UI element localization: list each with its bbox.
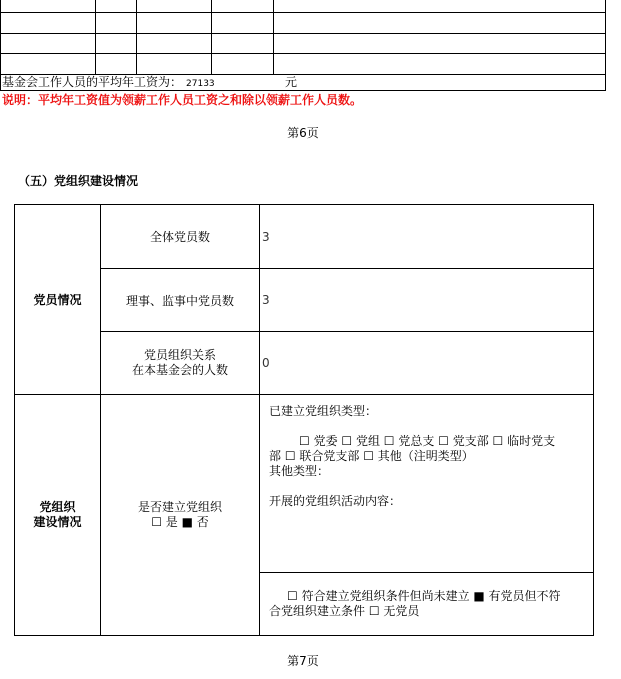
not-established-cell (259, 572, 593, 635)
average-salary-unit: 元 (285, 75, 298, 89)
type-options-line: 部 ☐ 联合党支部 ☐ 其他（注明类型） (269, 449, 474, 463)
other-type-label: 其他类型： (269, 464, 330, 478)
party-organization-table (14, 204, 594, 636)
member-row-label: 理事、监事中党员数 (100, 268, 259, 331)
average-salary-value: 27133 (186, 79, 215, 89)
page-number-7: 第7页 (287, 654, 319, 668)
member-row-label: 全体党员数 (100, 205, 259, 268)
establish-question (100, 394, 259, 635)
org-type-cell (259, 394, 593, 572)
establish-answer-options: ☐ 是 ■ 否 (151, 515, 209, 529)
member-row-value: 3 (259, 205, 593, 268)
average-salary-label: 基金会工作人员的平均年工资为： (2, 75, 183, 89)
member-row-value: 3 (259, 268, 593, 331)
not-established-options-line: 合党组织建立条件 ☐ 无党员 (269, 604, 420, 618)
org-group-label (15, 394, 100, 635)
type-options-line: ☐ 党委 ☐ 党组 ☐ 党总支 ☐ 党支部 ☐ 临时党支 (299, 434, 556, 448)
activity-content-label: 开展的党组织活动内容： (269, 494, 402, 508)
member-row-value: 0 (259, 331, 593, 394)
member-row-label-line: 在本基金会的人数 (131, 363, 228, 377)
org-group-label-line: 党组织 (39, 500, 76, 514)
member-row-label-line: 党员组织关系 (143, 348, 216, 362)
member-row-label (100, 331, 259, 394)
salary-note: 说明：平均年工资值为领薪工作人员工资之和除以领薪工作人员数。 (2, 93, 363, 107)
establish-question-label: 是否建立党组织 (137, 500, 222, 514)
org-group-label-line: 建设情况 (33, 515, 82, 529)
average-salary-row (2, 75, 215, 90)
members-group-label: 党员情况 (33, 293, 82, 307)
not-established-options-line: ☐ 符合建立党组织条件但尚未建立 ■ 有党员但不符 (287, 589, 561, 603)
established-type-label: 已建立党组织类型： (269, 404, 378, 418)
page-number-6: 第6页 (287, 126, 319, 140)
section-title: （五）党组织建设情况 (18, 174, 139, 188)
